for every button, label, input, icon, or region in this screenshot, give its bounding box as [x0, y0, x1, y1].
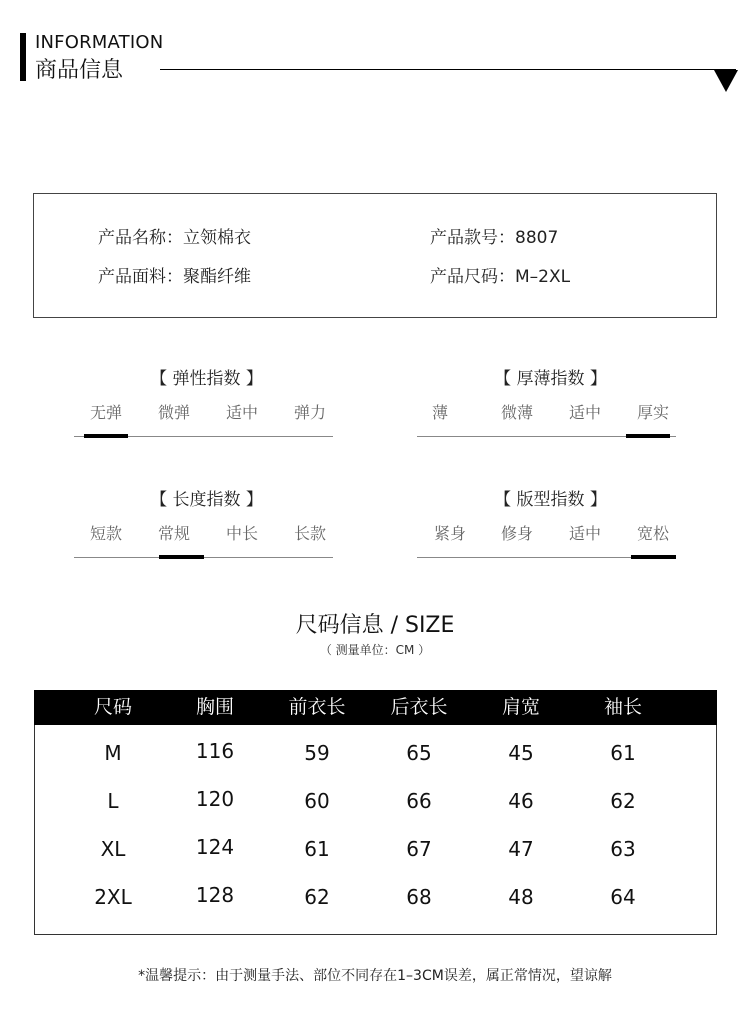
size-table-cell: 67	[406, 837, 432, 861]
measurement-note: *温馨提示：由于测量手法、部位不同存在1–3CM误差，属正常情况，望谅解	[138, 968, 612, 984]
size-table-cell: 68	[406, 885, 432, 909]
elasticity-option: 弹力	[293, 403, 326, 422]
thickness-option: 厚实	[636, 403, 669, 422]
length-selected-marker	[159, 555, 204, 559]
header-title-en: INFORMATION	[35, 32, 164, 53]
size-table-cell: 116	[195, 739, 235, 763]
fit-index-title: 【 版型指数 】	[494, 490, 607, 510]
size-table-cell: 47	[508, 837, 534, 861]
size-table-cell: 2XL	[94, 885, 132, 909]
product-size-range: 产品尺码：M–2XL	[430, 267, 571, 287]
size-table-header-cell: 前衣长	[288, 696, 346, 718]
elasticity-option: 微弹	[157, 403, 190, 422]
elasticity-option: 适中	[225, 403, 258, 422]
size-table-header-cell: 肩宽	[501, 696, 540, 718]
size-table-header-cell: 袖长	[603, 696, 642, 718]
thickness-option: 适中	[568, 403, 601, 422]
size-table-cell: 128	[195, 883, 235, 907]
size-table-cell: 45	[508, 741, 534, 765]
product-style-no: 产品款号：8807	[430, 228, 559, 248]
product-fabric: 产品面料：聚酯纤维	[98, 267, 251, 287]
product-info-box	[33, 193, 717, 318]
size-table-cell: XL	[100, 837, 126, 861]
elasticity-index-title: 【 弹性指数 】	[150, 369, 263, 389]
fit-option: 修身	[500, 524, 533, 543]
size-table-cell: 65	[406, 741, 432, 765]
fit-option: 紧身	[433, 524, 466, 543]
header-accent-bar	[20, 33, 26, 81]
size-table-cell: 48	[508, 885, 534, 909]
length-option: 常规	[157, 524, 190, 543]
length-option: 中长	[225, 524, 258, 543]
size-table-cell: 59	[304, 741, 330, 765]
size-table-cell: 63	[610, 837, 636, 861]
header-title-cn: 商品信息	[35, 58, 124, 83]
elasticity-option: 无弹	[89, 403, 122, 422]
triangle-down-icon	[714, 70, 738, 92]
thickness-index-title: 【 厚薄指数 】	[494, 369, 607, 389]
size-table-cell: 120	[195, 787, 235, 811]
fit-option: 适中	[568, 524, 601, 543]
elasticity-selected-marker	[84, 434, 128, 438]
fit-option: 宽松	[636, 524, 669, 543]
size-table-cell: 61	[304, 837, 330, 861]
thickness-selected-marker	[626, 434, 670, 438]
size-section-unit: （ 测量单位：CM ）	[319, 643, 431, 657]
fit-selected-marker	[631, 555, 676, 559]
size-table-header-cell: 后衣长	[390, 696, 448, 718]
size-table-cell: L	[107, 789, 119, 813]
size-table-cell: 66	[406, 789, 432, 813]
size-table-cell: 60	[304, 789, 330, 813]
size-table-header-cell: 胸围	[195, 696, 234, 718]
thickness-option: 薄	[431, 403, 448, 422]
size-table-cell: 124	[195, 835, 235, 859]
length-option: 长款	[293, 524, 326, 543]
size-table-cell: M	[104, 741, 122, 765]
product-name: 产品名称：立领棉衣	[98, 228, 251, 248]
size-table-cell: 62	[610, 789, 636, 813]
length-option: 短款	[89, 524, 122, 543]
size-table-cell: 62	[304, 885, 330, 909]
size-table-cell: 64	[610, 885, 636, 909]
size-table-cell: 61	[610, 741, 636, 765]
size-table-cell: 46	[508, 789, 534, 813]
header-divider	[160, 69, 736, 70]
length-index-title: 【 长度指数 】	[150, 490, 263, 510]
size-table-header-cell: 尺码	[93, 696, 132, 718]
thickness-option: 微薄	[500, 403, 533, 422]
size-section-title: 尺码信息 / SIZE	[295, 613, 455, 638]
